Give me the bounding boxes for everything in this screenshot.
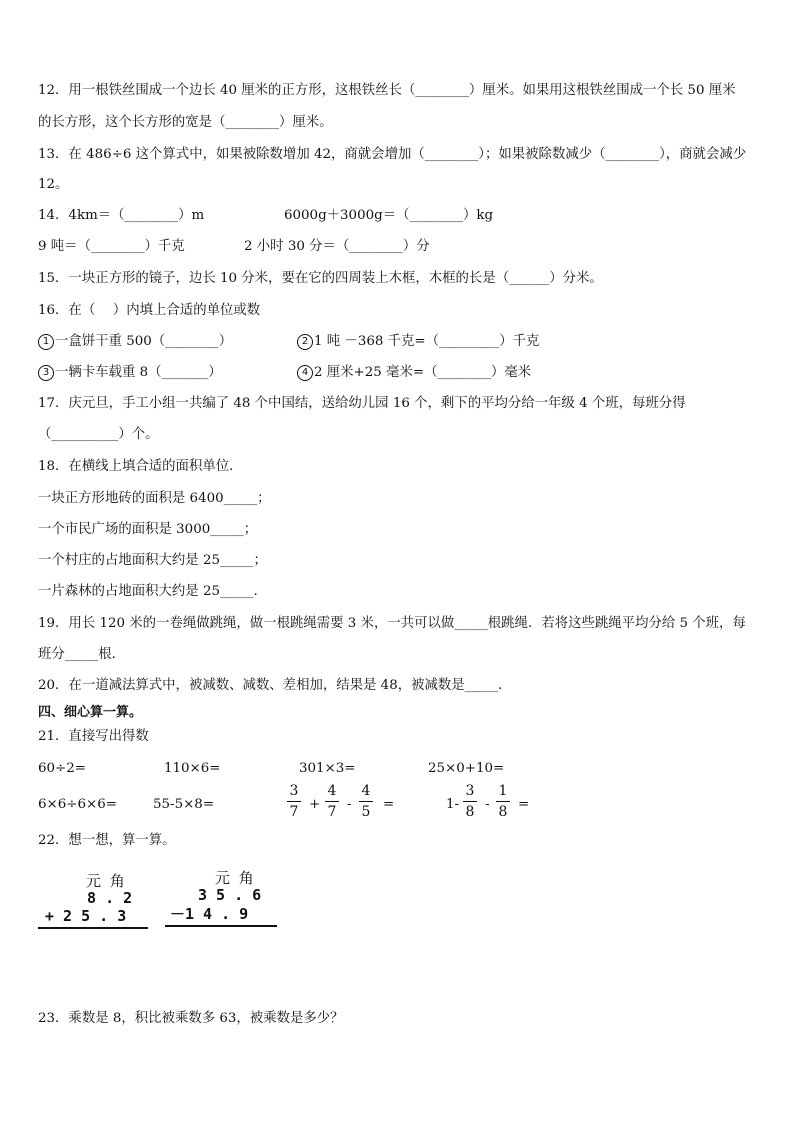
question-23: 23．乘数是 8，积比被乘数多 63，被乘数是多少？ bbox=[38, 1011, 344, 1026]
question-19-line1: 19．用长 120 米的一卷绳做跳绳，做一根跳绳需要 3 米，一共可以做_____根跳绳．若将这些跳绳平均分给 5 个班，每 bbox=[38, 616, 746, 631]
operator: + bbox=[309, 797, 321, 812]
underline-rule bbox=[38, 927, 148, 929]
operator: - bbox=[485, 797, 490, 812]
question-18-line: 一个市民广场的面积是 3000_____； bbox=[38, 522, 258, 537]
section-heading: 四、细心算一算。 bbox=[38, 705, 143, 720]
vertical-calc-operand: 8 . 2 bbox=[78, 889, 133, 907]
circled-number: 2 bbox=[297, 334, 313, 350]
item-text: 1 吨 －368 千克=（_________）千克 bbox=[314, 334, 540, 349]
item-text: 一辆卡车载重 8（_______） bbox=[55, 365, 222, 380]
question-13-line2: 12。 bbox=[38, 177, 69, 192]
denominator: 8 bbox=[465, 804, 475, 820]
operand: 1- bbox=[446, 797, 460, 812]
calc-item: 301×3= bbox=[299, 761, 356, 776]
question-17-line1: 17．庆元旦，手工小组一共编了 48 个中国结，送给幼儿园 16 个，剩下的平均分给一年级 4 个班，每班分得 bbox=[38, 396, 686, 411]
fraction bbox=[286, 782, 302, 821]
vertical-calc-operand: + 2 5 . 3 bbox=[45, 907, 127, 925]
calc-item: 25×0+10= bbox=[428, 761, 505, 776]
question-18-line: 一个村庄的占地面积大约是 25_____； bbox=[38, 553, 267, 568]
question-22-title: 22．想一想，算一算。 bbox=[38, 833, 176, 848]
question-16-item-3 bbox=[38, 363, 222, 383]
denominator: 7 bbox=[289, 804, 299, 820]
equals-sign: = bbox=[518, 797, 530, 812]
numerator: 3 bbox=[465, 783, 475, 799]
calc-item: 60÷2= bbox=[38, 761, 86, 776]
denominator: 8 bbox=[498, 804, 508, 820]
question-14-part-c: 9 吨＝（________）千克 bbox=[38, 239, 185, 254]
vertical-calc-header: 元 角 bbox=[215, 869, 256, 887]
question-16-title: 16．在（ ）内填上合适的单位或数 bbox=[38, 303, 261, 318]
fraction-bar bbox=[359, 801, 373, 802]
question-17-line2: （__________）个。 bbox=[38, 427, 159, 442]
question-16-item-1 bbox=[38, 332, 232, 352]
calc-item: 55-5×8= bbox=[153, 797, 215, 812]
circled-number: 4 bbox=[297, 365, 313, 381]
item-text: 一盒饼干重 500（________） bbox=[55, 334, 233, 349]
vertical-calc-operand: 3 5 . 6 bbox=[198, 886, 262, 904]
question-13-line1: 13．在 486÷6 这个算式中，如果被除数增加 42，商就会增加（________）；如果被除数减少（________），商就会减少 bbox=[38, 147, 747, 162]
calc-item: 6×6÷6×6= bbox=[38, 797, 117, 812]
fraction bbox=[462, 782, 478, 821]
question-12-line1: 12．用一根铁丝围成一个边长 40 厘米的正方形，这根铁丝长（________）厘米。如果用这根铁丝围成一个长 50 厘米 bbox=[38, 83, 736, 98]
question-12-line2: 的长方形，这个长方形的宽是（________）厘米。 bbox=[38, 115, 333, 130]
fraction bbox=[324, 782, 340, 821]
question-18-line: 一片森林的占地面积大约是 25_____. bbox=[38, 584, 258, 599]
equals-sign: = bbox=[383, 797, 395, 812]
calc-item: 110×6= bbox=[164, 761, 221, 776]
question-18-line: 一块正方形地砖的面积是 6400_____； bbox=[38, 491, 271, 506]
vertical-calc-header: 元 角 bbox=[86, 872, 127, 890]
question-14-part-b: 6000g＋3000g＝（________）kg bbox=[284, 208, 494, 223]
question-21-title: 21．直接写出得数 bbox=[38, 729, 149, 744]
question-14-part-a: 14．4km＝（________）m bbox=[38, 208, 205, 223]
vertical-calc-operand: －1 4 . 9 bbox=[170, 905, 249, 923]
fraction bbox=[495, 782, 511, 821]
denominator: 5 bbox=[361, 804, 371, 820]
underline-rule bbox=[165, 925, 277, 927]
denominator: 7 bbox=[327, 804, 337, 820]
operator: - bbox=[347, 797, 352, 812]
numerator: 4 bbox=[327, 783, 337, 799]
numerator: 4 bbox=[361, 783, 371, 799]
fraction-bar bbox=[287, 801, 301, 802]
question-15: 15．一块正方形的镜子，边长 10 分米，要在它的四周装上木框，木框的长是（______）分米。 bbox=[38, 271, 603, 286]
question-18-title: 18．在横线上填合适的面积单位． bbox=[38, 459, 243, 474]
numerator: 1 bbox=[498, 783, 508, 799]
fraction-bar bbox=[325, 801, 339, 802]
circled-number: 3 bbox=[38, 365, 54, 381]
question-14-part-d: 2 小时 30 分＝（________）分 bbox=[244, 239, 430, 254]
question-16-item-4 bbox=[297, 363, 531, 383]
question-16-item-2 bbox=[297, 332, 539, 352]
fraction-bar bbox=[496, 801, 510, 802]
fraction-bar bbox=[463, 801, 477, 802]
numerator: 3 bbox=[289, 783, 299, 799]
item-text: 2 厘米+25 毫米=（________）毫米 bbox=[314, 365, 532, 380]
question-19-line2: 班分_____根． bbox=[38, 647, 126, 662]
circled-number: 1 bbox=[38, 334, 54, 350]
fraction bbox=[358, 782, 374, 821]
question-20: 20．在一道减法算式中，被减数、减数、差相加，结果是 48，被减数是_____． bbox=[38, 678, 512, 693]
